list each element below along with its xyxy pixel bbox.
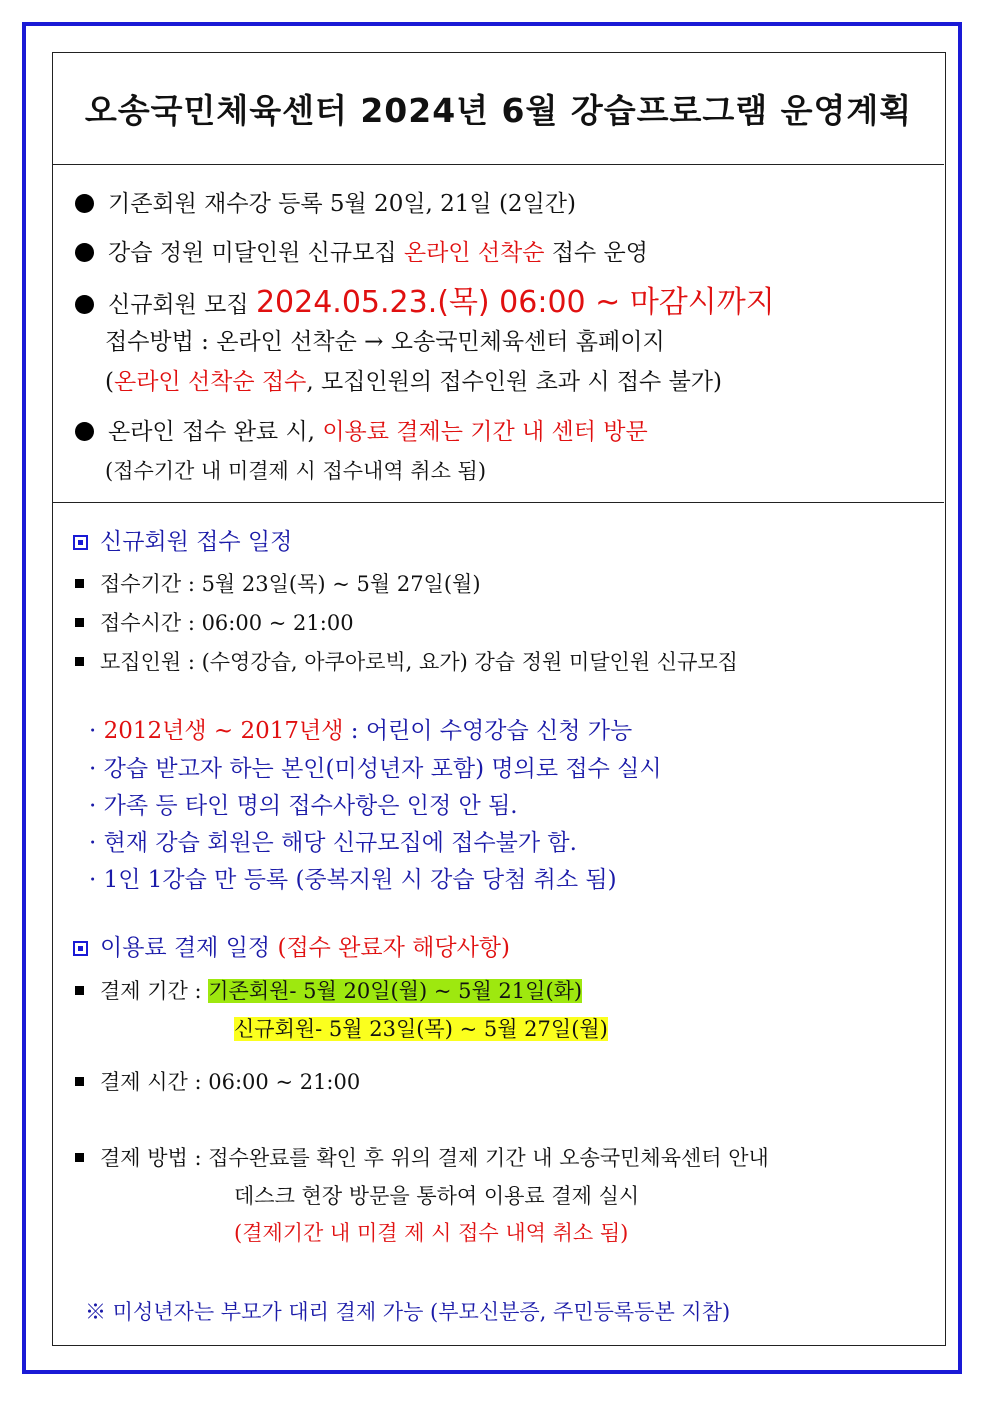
list-item: · 현재 강습 회원은 해당 신규모집에 접수불가 함. bbox=[89, 830, 577, 856]
payment-heading: 이용료 결제 일정 (접수 완료자 해당사항) bbox=[73, 929, 510, 962]
payment-time: 결제 시간 : 06:00 ~ 21:00 bbox=[75, 1066, 360, 1096]
bullet-dot-icon bbox=[75, 194, 94, 213]
notice-item-1: 기존회원 재수강 등록 5월 20일, 21일 (2일간) bbox=[75, 185, 576, 218]
payment-period: 결제 기간 : 기존회원- 5월 20일(월) ~ 5월 21일(화) bbox=[75, 975, 582, 1005]
small-square-icon bbox=[75, 618, 84, 627]
square-bullet-icon bbox=[73, 941, 88, 956]
notice-section bbox=[53, 165, 944, 503]
small-square-icon bbox=[75, 1077, 84, 1086]
registration-time: 접수시간 : 06:00 ~ 21:00 bbox=[75, 607, 354, 637]
notice-item-3: 신규회원 모집 2024.05.23.(목) 06:00 ~ 마감시까지 bbox=[75, 277, 775, 321]
notice-item-4-note: (접수기간 내 미결제 시 접수내역 취소 됨) bbox=[105, 459, 487, 483]
notice-method-note: (온라인 선착순 접수, 모집인원의 접수인원 초과 시 접수 불가) bbox=[105, 369, 722, 395]
notice-item-4: 온라인 접수 완료 시, 이용료 결제는 기간 내 센터 방문 bbox=[75, 413, 648, 446]
footnote: ※ 미성년자는 부모가 대리 결제 가능 (부모신분증, 주민등록등본 지참) bbox=[85, 1300, 731, 1324]
payment-method-line2: 데스크 현장 방문을 통하여 이용료 결제 실시 bbox=[234, 1184, 640, 1208]
document-frame bbox=[52, 52, 946, 1346]
bullet-dot-icon bbox=[75, 422, 94, 441]
list-item: · 가족 등 타인 명의 접수사항은 인정 안 됨. bbox=[89, 793, 518, 819]
title-box bbox=[53, 53, 944, 165]
notice-item-2: 강습 정원 미달인원 신규모집 온라인 선착순 접수 운영 bbox=[75, 234, 648, 267]
payment-period-new: 신규회원- 5월 23일(목) ~ 5월 27일(월) bbox=[234, 1017, 608, 1041]
notice-method: 접수방법 : 온라인 선착순 → 오송국민체육센터 홈페이지 bbox=[105, 329, 665, 355]
payment-period-new-line bbox=[234, 1013, 608, 1043]
registration-target: 모집인원 : (수영강습, 아쿠아로빅, 요가) 강습 정원 미달인원 신규모집 bbox=[75, 646, 738, 676]
payment-period-existing: 기존회원- 5월 20일(월) ~ 5월 21일(화) bbox=[208, 979, 583, 1003]
square-bullet-icon bbox=[73, 535, 88, 550]
bullet-dot-icon bbox=[75, 243, 94, 262]
small-square-icon bbox=[75, 986, 84, 995]
registration-heading: 신규회원 접수 일정 bbox=[73, 523, 292, 556]
list-item: · 1인 1강습 만 등록 (중복지원 시 강습 당첨 취소 됨) bbox=[89, 867, 617, 893]
payment-method-line3: (결제기간 내 미결 제 시 접수 내역 취소 됨) bbox=[234, 1221, 629, 1245]
small-square-icon bbox=[75, 657, 84, 666]
bullet-dot-icon bbox=[75, 295, 94, 314]
small-square-icon bbox=[75, 579, 84, 588]
small-square-icon bbox=[75, 1153, 84, 1162]
recruit-date: 2024.05.23.(목) 06:00 ~ 마감시까지 bbox=[255, 285, 775, 320]
registration-period: 접수기간 : 5월 23일(목) ~ 5월 27일(월) bbox=[75, 568, 481, 598]
page-title: 오송국민체육센터 2024년 6월 강습프로그램 운영계획 bbox=[84, 91, 913, 130]
list-item: · 강습 받고자 하는 본인(미성년자 포함) 명의로 접수 실시 bbox=[89, 756, 662, 782]
payment-method: 결제 방법 : 접수완료를 확인 후 위의 결제 기간 내 오송국민체육센터 안내 bbox=[75, 1142, 769, 1172]
list-item: · 2012년생 ~ 2017년생 : 어린이 수영강습 신청 가능 bbox=[89, 718, 633, 744]
